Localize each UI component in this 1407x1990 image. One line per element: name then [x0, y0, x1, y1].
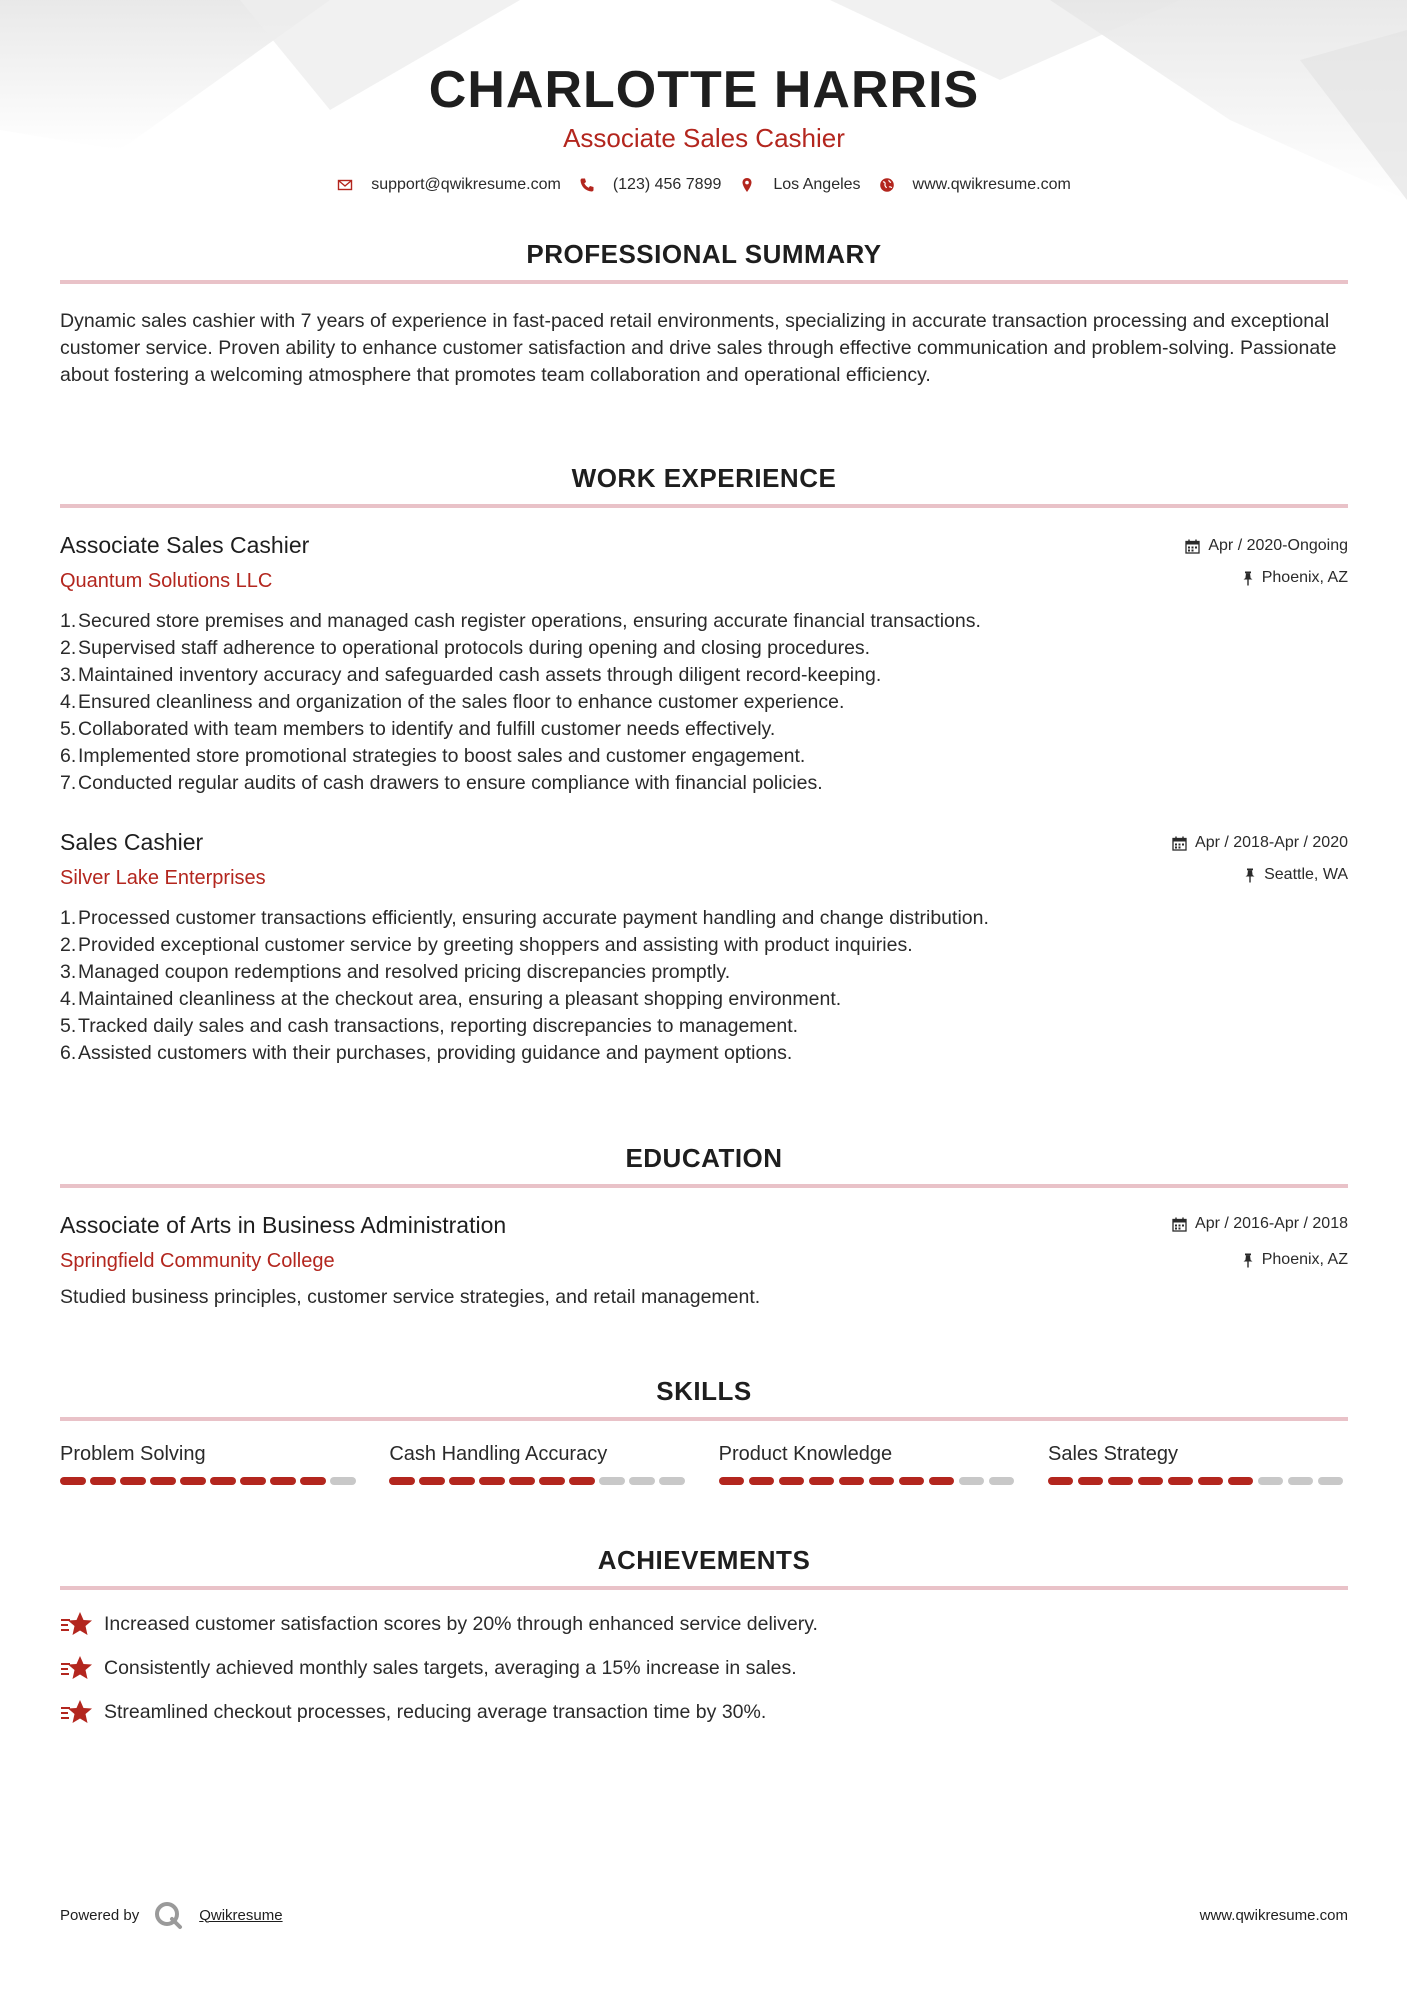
summary-heading: PROFESSIONAL SUMMARY: [526, 239, 882, 269]
envelope-icon: [337, 177, 353, 193]
skill-level-segment-filled: [899, 1477, 925, 1485]
brand-link[interactable]: Qwikresume: [199, 1906, 283, 1924]
section-divider: [60, 280, 1348, 284]
job-meta: [1172, 833, 1348, 885]
section-divider: [60, 1184, 1348, 1188]
list-item: 1. Secured store premises and managed cash register operations, ensuring accurate financial transactions.: [60, 610, 981, 632]
job-entry: [60, 827, 1348, 1067]
pushpin-icon: [1242, 1253, 1254, 1268]
pushpin-icon: [1244, 868, 1256, 883]
education-location: Phoenix, AZ: [1261, 1251, 1348, 1268]
skills-list: [60, 1441, 1348, 1485]
list-item: 5. Collaborated with team members to identify and fulfill customer needs effectively.: [60, 718, 776, 740]
job-meta: [1185, 536, 1348, 588]
skill-level-segment-filled: [749, 1477, 775, 1485]
section-divider: [60, 1417, 1348, 1421]
skill-level-segment-empty: [599, 1477, 625, 1485]
contact-website[interactable]: [879, 176, 1071, 194]
contact-bar: [60, 176, 1348, 194]
job-title: Associate Sales Cashier: [60, 532, 310, 558]
candidate-name: CHARLOTTE HARRIS: [428, 61, 980, 119]
achievement-item: [60, 1602, 1348, 1646]
skill-name: Product Knowledge: [718, 1443, 893, 1465]
job-location: Seattle, WA: [1264, 866, 1348, 883]
job-bullets: [60, 905, 1348, 1067]
globe-icon: [879, 177, 895, 193]
experience-section: [60, 462, 1348, 1067]
skill-level-segment-filled: [839, 1477, 865, 1485]
skill-level-segment-filled: [509, 1477, 535, 1485]
skill-level-segment-filled: [719, 1477, 745, 1485]
list-item: 6. Assisted customers with their purchases, providing guidance and payment options.: [60, 1042, 793, 1064]
skill-level-segment-filled: [479, 1477, 505, 1485]
star-icon: [60, 1654, 94, 1682]
achievements-section: [60, 1544, 1348, 1734]
skill-level-segment-filled: [1198, 1477, 1224, 1485]
skill-level-segment-filled: [150, 1477, 176, 1485]
skill-name: Sales Strategy: [1047, 1443, 1179, 1465]
skill-level-segment-filled: [210, 1477, 236, 1485]
skill-level-segment-filled: [240, 1477, 266, 1485]
resume-page: [60, 0, 1348, 1723]
skill-level-segment-empty: [659, 1477, 685, 1485]
calendar-icon: [1172, 836, 1187, 851]
skill-level-segment-empty: [1288, 1477, 1314, 1485]
skill-name: Problem Solving: [60, 1443, 206, 1465]
achievements-list: [60, 1602, 1348, 1734]
achievement-item: [60, 1646, 1348, 1690]
footer-website-link[interactable]: www.qwikresume.com: [1199, 1906, 1348, 1924]
job-company: Silver Lake Enterprises: [60, 867, 266, 889]
resume-header: [60, 0, 1348, 194]
list-item: 6. Implemented store promotional strategies to boost sales and customer engagement.: [60, 745, 806, 767]
skill-level-bar: [389, 1477, 689, 1485]
skill-item: [1048, 1441, 1348, 1485]
candidate-role: Associate Sales Cashier: [563, 123, 845, 153]
achievement-text: Consistently achieved monthly sales targets, averaging a 15% increase in sales.: [104, 1656, 797, 1679]
skill-level-segment-filled: [569, 1477, 595, 1485]
skill-item: [60, 1441, 360, 1485]
skill-level-segment-filled: [1108, 1477, 1134, 1485]
skill-level-segment-filled: [809, 1477, 835, 1485]
contact-email[interactable]: [337, 176, 561, 194]
skill-level-segment-filled: [779, 1477, 805, 1485]
list-item: 5. Tracked daily sales and cash transactions, reporting discrepancies to management.: [60, 1015, 799, 1037]
skill-level-segment-filled: [389, 1477, 415, 1485]
page-footer: [60, 1900, 1348, 1930]
skill-level-segment-filled: [300, 1477, 326, 1485]
skill-level-segment-empty: [1258, 1477, 1284, 1485]
experience-heading: WORK EXPERIENCE: [571, 463, 837, 493]
job-entry: [60, 530, 1348, 797]
skill-name: Cash Handling Accuracy: [389, 1443, 608, 1465]
education-description: Studied business principles, customer service strategies, and retail management.: [60, 1286, 761, 1308]
list-item: 2. Provided exceptional customer service by greeting shoppers and assisting with product inquiries.: [60, 934, 913, 956]
achievement-text: Streamlined checkout processes, reducing average transaction time by 30%.: [104, 1700, 767, 1723]
star-icon: [60, 1610, 94, 1638]
skill-level-segment-filled: [1228, 1477, 1254, 1485]
skill-level-segment-filled: [60, 1477, 86, 1485]
education-heading: EDUCATION: [625, 1143, 783, 1173]
skill-level-segment-empty: [1318, 1477, 1344, 1485]
contact-location: [739, 176, 860, 194]
achievement-item: [60, 1690, 1348, 1734]
qwikresume-logo-icon: [153, 1900, 183, 1930]
skill-level-segment-filled: [929, 1477, 955, 1485]
skill-level-segment-filled: [90, 1477, 116, 1485]
education-section: [60, 1142, 1348, 1311]
education-school: Springfield Community College: [60, 1250, 335, 1272]
star-icon: [60, 1698, 94, 1726]
contact-email-text: support@qwikresume.com: [371, 176, 561, 193]
skill-item: [389, 1441, 689, 1485]
skill-level-bar: [60, 1477, 360, 1485]
skill-level-segment-filled: [1138, 1477, 1164, 1485]
map-pin-icon: [739, 177, 755, 193]
summary-section: [60, 238, 1348, 389]
skill-level-segment-empty: [959, 1477, 985, 1485]
contact-phone-text: (123) 456 7899: [612, 176, 722, 193]
skill-level-segment-filled: [869, 1477, 895, 1485]
skill-level-segment-filled: [539, 1477, 565, 1485]
list-item: 4. Maintained cleanliness at the checkout area, ensuring a pleasant shopping environment.: [60, 988, 842, 1010]
list-item: 3. Managed coupon redemptions and resolved pricing discrepancies promptly.: [60, 961, 731, 983]
skill-level-bar: [1048, 1477, 1348, 1485]
list-item: 2. Supervised staff adherence to operational protocols during opening and closing procedures.: [60, 637, 871, 659]
list-item: 7. Conducted regular audits of cash drawers to ensure compliance with financial policies.: [60, 772, 823, 794]
powered-by-label: Powered by: [60, 1906, 140, 1924]
calendar-icon: [1172, 1217, 1187, 1232]
skill-level-segment-filled: [120, 1477, 146, 1485]
job-bullets: [60, 608, 1348, 797]
summary-text: Dynamic sales cashier with 7 years of experience in fast-paced retail environments, specializing in accurate transaction processing and exceptional customer service. Proven ability to enhance customer satisfaction and drive sales through effective communication and problem-solving. Passionate about fostering a welcoming atmosphere that promotes team collaboration and operational efficiency.: [60, 310, 1337, 386]
job-date: Apr / 2020-Ongoing: [1208, 537, 1348, 554]
job-location: Phoenix, AZ: [1261, 569, 1348, 586]
skill-level-segment-filled: [449, 1477, 475, 1485]
calendar-icon: [1185, 539, 1200, 554]
skill-level-segment-filled: [180, 1477, 206, 1485]
job-date: Apr / 2018-Apr / 2020: [1195, 834, 1348, 851]
phone-icon: [579, 177, 595, 193]
skill-level-segment-filled: [1048, 1477, 1074, 1485]
skill-level-segment-filled: [419, 1477, 445, 1485]
education-date: Apr / 2016-Apr / 2018: [1195, 1215, 1348, 1232]
education-entry: [60, 1210, 1348, 1311]
skill-level-segment-empty: [629, 1477, 655, 1485]
skill-level-segment-filled: [1168, 1477, 1194, 1485]
education-degree: Associate of Arts in Business Administration: [60, 1212, 507, 1238]
skill-level-segment-filled: [270, 1477, 296, 1485]
contact-website-text: www.qwikresume.com: [912, 176, 1071, 193]
achievement-text: Increased customer satisfaction scores by 20% through enhanced service delivery.: [104, 1612, 818, 1635]
list-item: 4. Ensured cleanliness and organization of the sales floor to enhance customer experience.: [60, 691, 845, 713]
skills-heading: SKILLS: [656, 1376, 752, 1406]
section-divider: [60, 504, 1348, 508]
skill-level-segment-filled: [1078, 1477, 1104, 1485]
section-divider: [60, 1586, 1348, 1590]
footer-branding: [60, 1900, 283, 1930]
job-company: Quantum Solutions LLC: [60, 570, 273, 592]
skill-level-bar: [719, 1477, 1019, 1485]
skill-level-segment-empty: [330, 1477, 356, 1485]
skills-section: [60, 1375, 1348, 1485]
contact-phone[interactable]: [579, 176, 722, 194]
job-title: Sales Cashier: [60, 829, 204, 855]
education-meta: [1172, 1214, 1348, 1270]
list-item: 3. Maintained inventory accuracy and safeguarded cash assets through diligent record-keeping.: [60, 664, 882, 686]
pushpin-icon: [1242, 571, 1254, 586]
contact-location-text: Los Angeles: [773, 176, 861, 193]
list-item: 1. Processed customer transactions efficiently, ensuring accurate payment handling and change distribution.: [60, 907, 989, 929]
skill-item: [719, 1441, 1019, 1485]
achievements-heading: ACHIEVEMENTS: [597, 1545, 811, 1575]
skill-level-segment-empty: [989, 1477, 1015, 1485]
